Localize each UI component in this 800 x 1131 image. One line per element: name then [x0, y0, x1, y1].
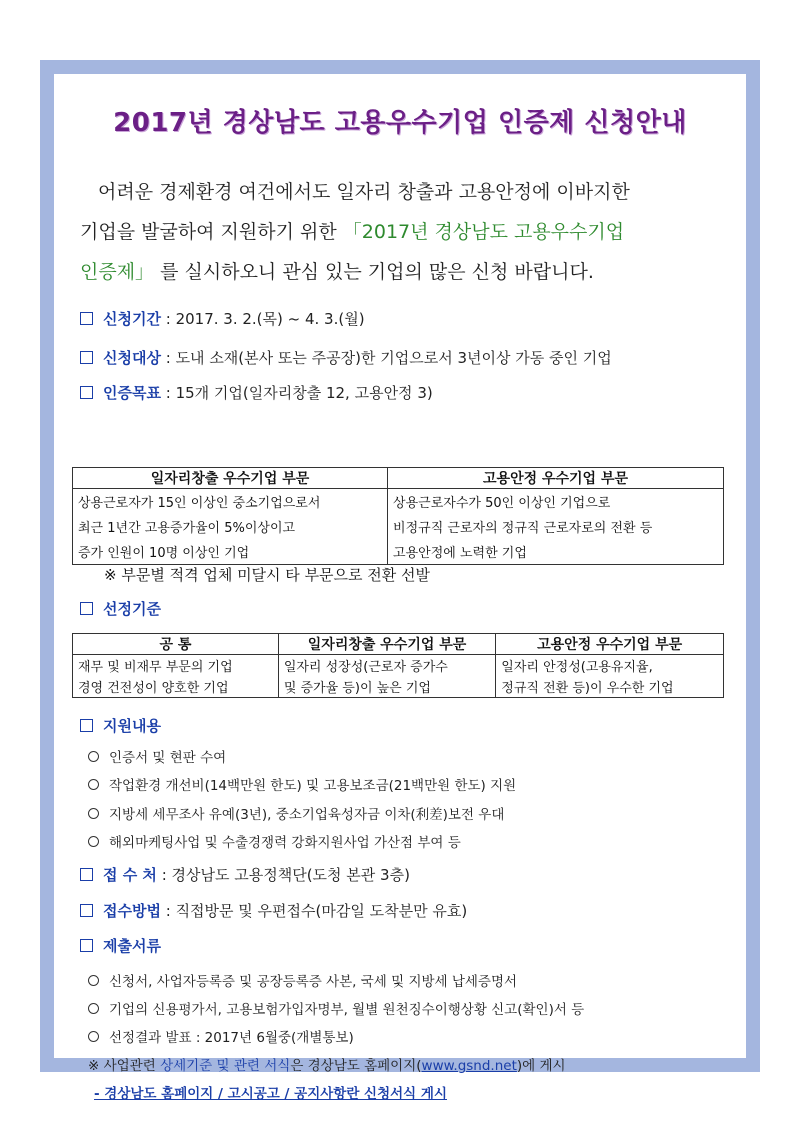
section-office	[80, 864, 410, 885]
checkbox-icon	[80, 351, 93, 364]
section-label: 접 수 처	[103, 866, 157, 884]
category-table	[72, 467, 724, 565]
list-item	[88, 774, 516, 794]
bullet-circle-icon	[88, 836, 99, 847]
table-header: 고용안정 우수기업 부문	[388, 468, 724, 489]
checkbox-icon	[80, 602, 93, 615]
program-name-highlight: 「2017년 경상남도 고용우수기업	[342, 221, 625, 243]
section-label: 선정기준	[103, 600, 161, 618]
list-item	[88, 803, 504, 823]
footer-note	[88, 1054, 566, 1074]
list-item-text: 인증서 및 현판 수여	[109, 750, 227, 766]
list-item-text: 작업환경 개선비(14백만원 한도) 및 고용보조금(21백만원 한도) 지원	[109, 778, 517, 794]
table-cell: 일자리 안정성(고용유지율,	[496, 655, 724, 677]
table-cell: 상용근로자수가 50인 이상인 기업으로	[388, 489, 724, 515]
category-note: ※ 부문별 적격 업체 미달시 타 부문으로 전환 선발	[104, 566, 431, 584]
homepage-link[interactable]: www.gsnd.net	[421, 1058, 517, 1074]
table-header: 일자리창출 우수기업 부문	[278, 634, 495, 655]
section-target	[80, 347, 612, 368]
section-label: 인증목표	[103, 384, 161, 402]
program-name-highlight-end: 인증제」	[80, 261, 155, 283]
section-criteria	[80, 598, 161, 619]
intro-line-3	[80, 252, 730, 292]
bullet-circle-icon	[88, 1003, 99, 1014]
bullet-circle-icon	[88, 751, 99, 762]
document-title: 2017년 경상남도 고용우수기업 인증제 신청안내	[113, 108, 687, 138]
footer-note-highlight: 상세기준 및 관련 서식	[160, 1058, 291, 1074]
section-documents	[80, 935, 161, 956]
table-cell: 정규직 전환 등)이 우수한 기업	[496, 676, 724, 698]
section-value: : 직접방문 및 우편접수(마감일 도착분만 유효)	[165, 902, 468, 920]
document-body	[54, 74, 746, 1102]
table-cell: 및 증가율 등)이 높은 기업	[278, 676, 495, 698]
table-cell: 고용안정에 노력한 기업	[388, 539, 724, 565]
table-cell: 증가 인원이 10명 이상인 기업	[73, 539, 388, 565]
section-method	[80, 900, 467, 921]
section-label: 신청대상	[103, 349, 161, 367]
checkbox-icon	[80, 719, 93, 732]
table-header: 고용안정 우수기업 부문	[496, 634, 724, 655]
section-support	[80, 715, 161, 736]
section-value: : 2017. 3. 2.(목) ~ 4. 3.(월)	[165, 310, 365, 328]
list-item	[88, 746, 226, 766]
checkbox-icon	[80, 904, 93, 917]
table-cell: 최근 1년간 고용증가율이 5%이상이고	[73, 514, 388, 539]
bullet-circle-icon	[88, 779, 99, 790]
page-border	[40, 60, 760, 1102]
intro-paragraph	[80, 172, 730, 292]
section-period	[80, 308, 365, 329]
checkbox-icon	[80, 386, 93, 399]
intro-line-1: 어려운 경제환경 여건에서도 일자리 창출과 고용안정에 이바지한	[98, 181, 630, 203]
bullet-circle-icon	[88, 808, 99, 819]
list-item	[88, 831, 461, 851]
section-label: 지원내용	[103, 717, 161, 735]
list-item	[88, 1026, 354, 1046]
checkbox-icon	[80, 868, 93, 881]
criteria-table	[72, 633, 724, 698]
list-item	[88, 970, 517, 990]
checkbox-icon	[80, 939, 93, 952]
section-value: : 15개 기업(일자리창출 12, 고용안정 3)	[165, 384, 433, 402]
list-item-text: 신청서, 사업자등록증 및 공장등록증 사본, 국세 및 지방세 납세증명서	[109, 974, 518, 990]
list-item-text: 해외마케팅사업 및 수출경쟁력 강화지원사업 가산점 부여 등	[109, 835, 461, 851]
footer-note-text: 은 경상남도 홈페이지(	[290, 1058, 422, 1074]
bullet-circle-icon	[88, 1031, 99, 1042]
list-item-text: 지방세 세무조사 유예(3년), 중소기업육성자금 이차(利差)보전 우대	[109, 807, 505, 823]
footer-note-text: ※ 사업관련	[88, 1058, 161, 1074]
bullet-circle-icon	[88, 975, 99, 986]
table-cell: 비정규직 근로자의 정규직 근로자로의 전환 등	[388, 514, 724, 539]
table-header: 공 통	[73, 634, 279, 655]
list-item-text: 기업의 신용평가서, 고용보험가입자명부, 월별 원천징수이행상황 신고(확인)서 등	[109, 1002, 585, 1018]
intro-text-end: 를 실시하오니 관심 있는 기업의 많은 신청 바랍니다.	[160, 261, 594, 283]
section-label: 제출서류	[103, 937, 161, 955]
intro-text: 기업을 발굴하여 지원하기 위한	[80, 221, 343, 243]
section-label: 신청기간	[103, 310, 161, 328]
table-header: 일자리창출 우수기업 부문	[73, 468, 388, 489]
section-label: 접수방법	[103, 902, 161, 920]
table-cell: 재무 및 비재무 부문의 기업	[73, 655, 279, 677]
table-cell: 경영 건전성이 양호한 기업	[73, 676, 279, 698]
footer-note-text: )에 게시	[516, 1058, 566, 1074]
section-value: : 경상남도 고용정책단(도청 본관 3층)	[161, 866, 410, 884]
checkbox-icon	[80, 312, 93, 325]
section-value: : 도내 소재(본사 또는 주공장)한 기업으로서 3년이상 가동 중인 기업	[165, 349, 612, 367]
table-cell: 상용근로자가 15인 이상인 중소기업으로서	[73, 489, 388, 515]
intro-line-2	[80, 212, 730, 252]
section-goal	[80, 382, 433, 403]
table-cell: 일자리 성장성(근로자 증가수	[278, 655, 495, 677]
list-item-text: 선정결과 발표 : 2017년 6월중(개별통보)	[109, 1030, 354, 1046]
list-item	[88, 998, 584, 1018]
footer-path-link[interactable]: - 경상남도 홈페이지 / 고시공고 / 공지사항란 신청서식 게시	[94, 1086, 448, 1102]
